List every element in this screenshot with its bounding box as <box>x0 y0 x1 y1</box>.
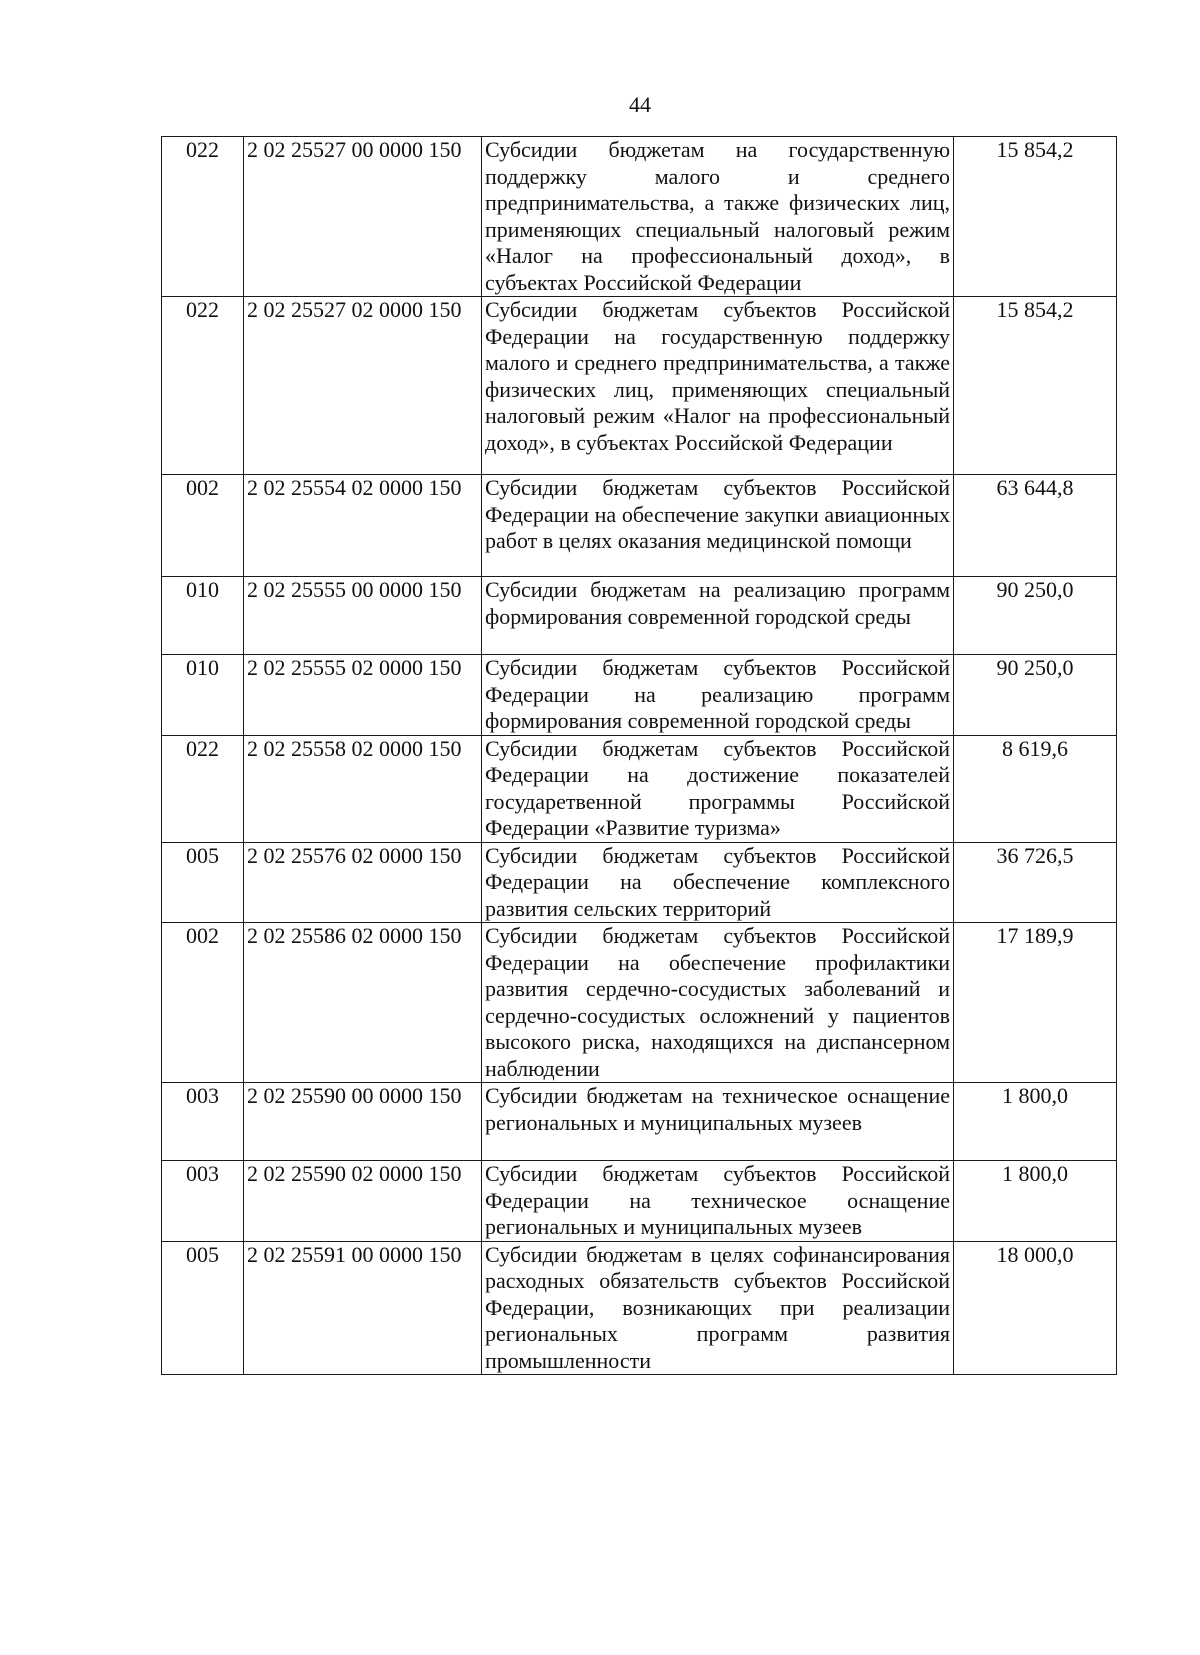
budget-classification-code-cell: 2 02 25576 02 0000 150 <box>244 842 482 923</box>
amount-cell: 15 854,2 <box>954 137 1117 297</box>
table-row <box>162 1161 1117 1242</box>
budget-classification-code-cell: 2 02 25555 00 0000 150 <box>244 577 482 655</box>
page-number: 44 <box>629 92 651 117</box>
budget-classification-code-cell: 2 02 25555 02 0000 150 <box>244 655 482 736</box>
budget-classification-code-cell: 2 02 25591 00 0000 150 <box>244 1241 482 1375</box>
admin-code-cell: 022 <box>162 297 244 475</box>
revenue-name-cell: Субсидии бюджетам субъектов Российской Федерации на обеспечение закупки авиационных работ в целях оказания медицинской помощи <box>482 475 954 577</box>
revenue-name-cell: Субсидии бюджетам на техническое оснащение региональных и муниципальных музеев <box>482 1083 954 1161</box>
revenue-name-cell: Субсидии бюджетам в целях софинансирования расходных обязательств субъектов Российской Федерации, возникающих при реализации региональных программ развития промышленности <box>482 1241 954 1375</box>
budget-classification-code-cell: 2 02 25527 00 0000 150 <box>244 137 482 297</box>
amount-cell: 90 250,0 <box>954 577 1117 655</box>
revenue-name-cell: Субсидии бюджетам субъектов Российской Федерации на техническое оснащение региональных и муниципальных музеев <box>482 1161 954 1242</box>
budget-table-body <box>162 137 1117 1375</box>
amount-cell: 1 800,0 <box>954 1161 1117 1242</box>
table-row <box>162 1241 1117 1375</box>
amount-cell: 1 800,0 <box>954 1083 1117 1161</box>
amount-cell: 8 619,6 <box>954 735 1117 842</box>
admin-code-cell: 002 <box>162 475 244 577</box>
admin-code-cell: 005 <box>162 842 244 923</box>
admin-code-cell: 022 <box>162 735 244 842</box>
revenue-name-cell: Субсидии бюджетам субъектов Российской Федерации на реализацию программ формирования современной городской среды <box>482 655 954 736</box>
table-row <box>162 735 1117 842</box>
table-row <box>162 1083 1117 1161</box>
budget-classification-code-cell: 2 02 25554 02 0000 150 <box>244 475 482 577</box>
revenue-name-cell: Субсидии бюджетам субъектов Российской Федерации на обеспечение комплексного развития сельских территорий <box>482 842 954 923</box>
admin-code-cell: 022 <box>162 137 244 297</box>
budget-classification-code-cell: 2 02 25590 00 0000 150 <box>244 1083 482 1161</box>
budget-classification-code-cell: 2 02 25558 02 0000 150 <box>244 735 482 842</box>
table-row <box>162 655 1117 736</box>
amount-cell: 90 250,0 <box>954 655 1117 736</box>
admin-code-cell: 003 <box>162 1161 244 1242</box>
budget-classification-code-cell: 2 02 25586 02 0000 150 <box>244 923 482 1083</box>
revenue-name-cell: Субсидии бюджетам субъектов Российской Федерации на достижение показателей государетвенной программы Российской Федерации «Развитие туризма» <box>482 735 954 842</box>
admin-code-cell: 003 <box>162 1083 244 1161</box>
budget-classification-code-cell: 2 02 25590 02 0000 150 <box>244 1161 482 1242</box>
table-row <box>162 475 1117 577</box>
admin-code-cell: 005 <box>162 1241 244 1375</box>
table-row <box>162 923 1117 1083</box>
amount-cell: 15 854,2 <box>954 297 1117 475</box>
budget-classification-code-cell: 2 02 25527 02 0000 150 <box>244 297 482 475</box>
admin-code-cell: 002 <box>162 923 244 1083</box>
admin-code-cell: 010 <box>162 577 244 655</box>
table-row <box>162 842 1117 923</box>
budget-table <box>161 136 1117 1375</box>
amount-cell: 17 189,9 <box>954 923 1117 1083</box>
table-row <box>162 137 1117 297</box>
admin-code-cell: 010 <box>162 655 244 736</box>
revenue-name-cell: Субсидии бюджетам субъектов Российской Федерации на государственную поддержку малого и среднего предпринимательства, а также физических лиц, применяющих специальный налоговый режим «Налог на профессиональный доход», в субъектах Российской Федерации <box>482 297 954 475</box>
revenue-name-cell: Субсидии бюджетам на реализацию программ формирования современной городской среды <box>482 577 954 655</box>
amount-cell: 63 644,8 <box>954 475 1117 577</box>
amount-cell: 36 726,5 <box>954 842 1117 923</box>
table-row <box>162 577 1117 655</box>
revenue-name-cell: Субсидии бюджетам на государственную поддержку малого и среднего предпринимательства, а также физических лиц, применяющих специальный налоговый режим «Налог на профессиональный доход», в субъектах Российской Федерации <box>482 137 954 297</box>
amount-cell: 18 000,0 <box>954 1241 1117 1375</box>
table-row <box>162 297 1117 475</box>
revenue-name-cell: Субсидии бюджетам субъектов Российской Федерации на обеспечение профилактики развития сердечно-сосудистых заболеваний и сердечно-сосудистых осложнений у пациентов высокого риска, находящихся на диспансерном наблюдении <box>482 923 954 1083</box>
